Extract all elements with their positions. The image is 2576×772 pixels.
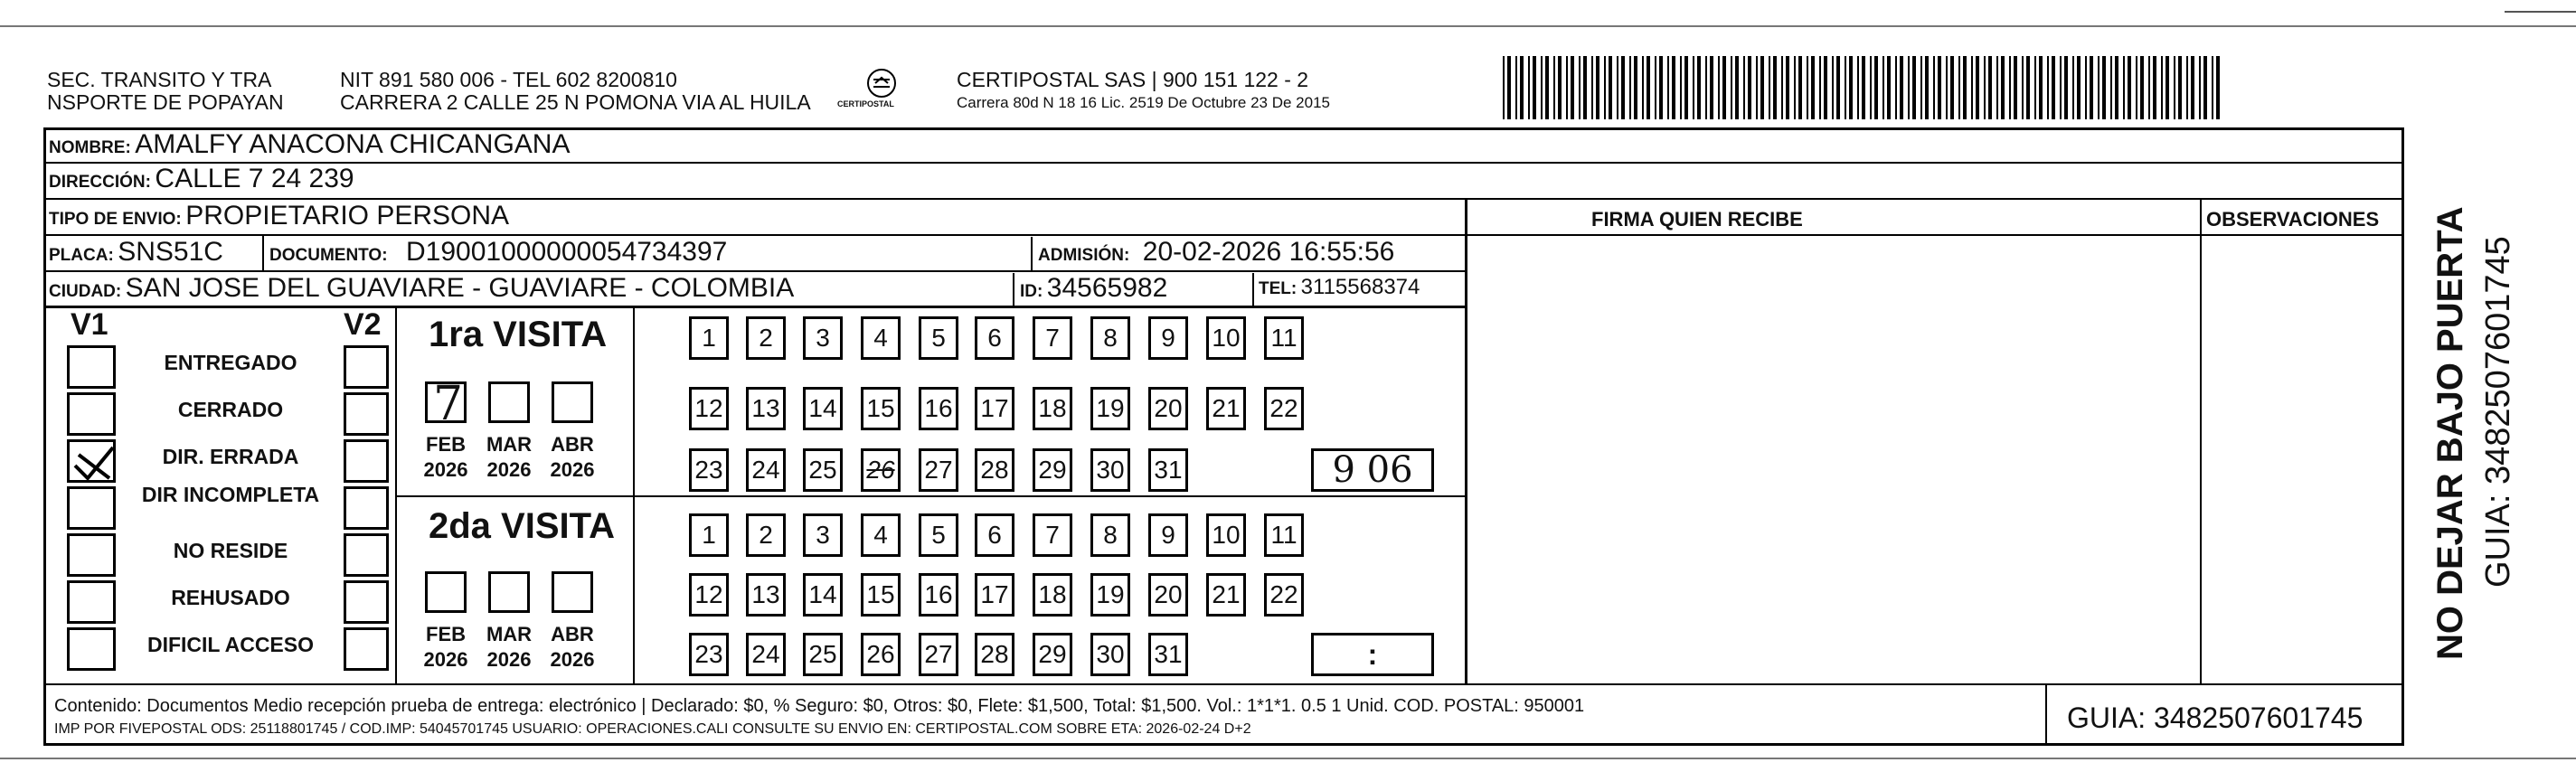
side-warning: NO DEJAR BAJO PUERTA bbox=[2430, 206, 2470, 660]
documento-value: D19001000000054734397 bbox=[406, 237, 728, 267]
day-checkbox[interactable]: 15 bbox=[861, 387, 901, 430]
admision-value: 20-02-2026 16:55:56 bbox=[1142, 237, 1395, 267]
day-checkbox[interactable]: 11 bbox=[1264, 316, 1304, 360]
v1-checkbox[interactable] bbox=[67, 533, 116, 577]
day-checkbox[interactable]: 10 bbox=[1206, 513, 1246, 557]
nit-line: NIT 891 580 006 - TEL 602 8200810 bbox=[340, 68, 677, 91]
day-checkbox[interactable]: 31 bbox=[1148, 448, 1188, 492]
v1-checkbox[interactable] bbox=[67, 580, 116, 624]
day-checkbox[interactable]: 19 bbox=[1090, 387, 1130, 430]
documento-label: DOCUMENTO: bbox=[269, 246, 388, 265]
day-checkbox[interactable]: 9 bbox=[1148, 316, 1188, 360]
day-checkbox[interactable]: 13 bbox=[746, 573, 786, 617]
day-checkbox[interactable]: 21 bbox=[1206, 387, 1246, 430]
day-checkbox[interactable]: 5 bbox=[919, 316, 958, 360]
day-checkbox[interactable]: 16 bbox=[919, 573, 958, 617]
year-label: 2026 bbox=[423, 458, 468, 481]
year-label: 2026 bbox=[486, 458, 532, 481]
placa-value: SNS51C bbox=[118, 237, 223, 267]
nombre-value: AMALFY ANACONA CHICANGANA bbox=[135, 129, 571, 159]
day-checkbox[interactable]: 3 bbox=[803, 316, 843, 360]
certipostal-logo bbox=[832, 67, 931, 110]
footer-guia: GUIA: 3482507601745 bbox=[2067, 701, 2364, 734]
v1-checkbox[interactable] bbox=[67, 486, 116, 530]
direccion-value: CALLE 7 24 239 bbox=[155, 164, 354, 193]
first-visit-time: 9 06 bbox=[1332, 449, 1413, 491]
day-checkbox[interactable]: 2 bbox=[746, 316, 786, 360]
v1-checkbox[interactable] bbox=[67, 345, 116, 389]
day-checkbox[interactable]: 17 bbox=[975, 387, 1014, 430]
day-checkbox[interactable]: 11 bbox=[1264, 513, 1304, 557]
day-checkbox[interactable]: 27 bbox=[919, 633, 958, 676]
day-checkbox[interactable]: 20 bbox=[1148, 573, 1188, 617]
month-checkbox[interactable] bbox=[552, 381, 593, 423]
day-checkbox[interactable]: 27 bbox=[919, 448, 958, 492]
day-checkbox[interactable]: 1 bbox=[689, 513, 729, 557]
day-checkbox[interactable]: 7 bbox=[1033, 513, 1072, 557]
company-line: CERTIPOSTAL SAS | 900 151 122 - 2 bbox=[957, 68, 1309, 91]
day-checkbox[interactable]: 17 bbox=[975, 573, 1014, 617]
v2-checkbox[interactable] bbox=[344, 533, 389, 577]
barcode bbox=[1503, 56, 2226, 119]
day-checkbox[interactable]: 4 bbox=[861, 513, 901, 557]
v2-checkbox[interactable] bbox=[344, 439, 389, 483]
day-checkbox[interactable]: 8 bbox=[1090, 316, 1130, 360]
status-label: DIFICIL ACCESO bbox=[146, 633, 314, 656]
v2-checkbox[interactable] bbox=[344, 392, 389, 436]
observaciones-label: OBSERVACIONES bbox=[2206, 208, 2380, 231]
direccion-row bbox=[49, 164, 354, 194]
footer-line-2: IMP POR FIVEPOSTAL ODS: 25118801745 / COD.IMP: 54045701745 USUARIO: OPERACIONES.CALI CONSULTE SU ENVIO EN: CERTIPOSTAL.COM SOBRE ETA: 2026-02-24 D+2 bbox=[54, 721, 1251, 737]
tipo-row bbox=[49, 201, 509, 231]
frame-bottom bbox=[43, 743, 2404, 746]
admision-row bbox=[1038, 237, 1394, 268]
day-checkbox[interactable]: 26 bbox=[861, 633, 901, 676]
signature-right-border bbox=[2200, 198, 2202, 683]
first-visit-time-box[interactable] bbox=[1311, 448, 1434, 492]
year-label: 2026 bbox=[550, 648, 595, 671]
rule-5 bbox=[43, 306, 1465, 308]
day-checkbox[interactable]: 7 bbox=[1033, 316, 1072, 360]
top-right-rule bbox=[2505, 11, 2576, 13]
day-checkbox[interactable]: 30 bbox=[1090, 633, 1130, 676]
day-checkbox[interactable]: 28 bbox=[975, 448, 1014, 492]
day-checkbox[interactable]: 16 bbox=[919, 387, 958, 430]
day-checkbox[interactable]: 9 bbox=[1148, 513, 1188, 557]
status-label: NO RESIDE bbox=[173, 539, 288, 562]
tipo-value: PROPIETARIO PERSONA bbox=[185, 201, 510, 231]
day-checkbox[interactable]: 12 bbox=[689, 573, 729, 617]
v1-checkbox[interactable] bbox=[67, 439, 116, 483]
day-checkbox[interactable]: 15 bbox=[861, 573, 901, 617]
v2-checkbox[interactable] bbox=[344, 627, 389, 671]
id-value: 34565982 bbox=[1046, 273, 1168, 303]
top-edge-rule bbox=[0, 25, 2576, 27]
day-checkbox[interactable]: 19 bbox=[1090, 573, 1130, 617]
first-visit-title: 1ra VISITA bbox=[429, 315, 608, 354]
year-label: 2026 bbox=[550, 458, 595, 481]
day-checkbox[interactable]: 22 bbox=[1264, 573, 1304, 617]
rule-1 bbox=[43, 162, 2403, 164]
documento-divider bbox=[1031, 237, 1033, 270]
v2-checkbox[interactable] bbox=[344, 486, 389, 530]
day-checkbox[interactable]: 22 bbox=[1264, 387, 1304, 430]
sender-line-2: NSPORTE DE POPAYAN bbox=[47, 90, 284, 114]
v1-checkbox[interactable] bbox=[67, 627, 116, 671]
month-label: FEB bbox=[426, 623, 466, 645]
v1-label: V1 bbox=[71, 307, 109, 342]
nombre-row bbox=[49, 129, 570, 160]
tipo-label: TIPO DE ENVIO: bbox=[49, 210, 182, 229]
day-checkbox[interactable]: 12 bbox=[689, 387, 729, 430]
day-checkbox[interactable]: 14 bbox=[803, 387, 843, 430]
month-label: ABR bbox=[551, 433, 594, 456]
v2-checkbox[interactable] bbox=[344, 580, 389, 624]
logo-text: CERTIPOSTAL bbox=[837, 99, 894, 108]
visit-divider bbox=[633, 306, 635, 683]
day-checkbox[interactable]: 14 bbox=[803, 573, 843, 617]
address-line: CARRERA 2 CALLE 25 N POMONA VIA AL HUILA bbox=[340, 90, 811, 114]
ciudad-label: CIUDAD: bbox=[49, 282, 122, 301]
month-checkbox[interactable] bbox=[425, 377, 467, 431]
ciudad-value: SAN JOSE DEL GUAVIARE - GUAVIARE - COLOMBIA bbox=[125, 273, 795, 303]
day-checkbox[interactable]: 8 bbox=[1090, 513, 1130, 557]
day-checkbox[interactable]: 26 bbox=[861, 448, 901, 492]
second-visit-time-box[interactable] bbox=[1311, 633, 1434, 676]
day-checkbox[interactable]: 4 bbox=[861, 316, 901, 360]
ciudad-row bbox=[49, 273, 794, 304]
day-checkbox[interactable]: 18 bbox=[1033, 387, 1072, 430]
v1-checkbox[interactable] bbox=[67, 392, 116, 436]
second-visit-time: : bbox=[1367, 638, 1378, 671]
placa-row bbox=[49, 237, 223, 268]
status-label: DIR INCOMPLETA bbox=[141, 483, 320, 506]
status-label: ENTREGADO bbox=[164, 351, 297, 374]
status-label: REHUSADO bbox=[171, 586, 290, 609]
day-checkbox[interactable]: 5 bbox=[919, 513, 958, 557]
visit-separator bbox=[395, 495, 1465, 497]
day-checkbox[interactable]: 24 bbox=[746, 448, 786, 492]
footer-guia-divider bbox=[2045, 683, 2047, 745]
firma-area[interactable] bbox=[1467, 237, 2198, 682]
month-label: FEB bbox=[426, 433, 466, 456]
id-row bbox=[1020, 273, 1167, 304]
day-checkbox[interactable]: 13 bbox=[746, 387, 786, 430]
tel-label: TEL: bbox=[1259, 279, 1297, 298]
day-checkbox[interactable]: 1 bbox=[689, 316, 729, 360]
bottom-edge-rule bbox=[0, 758, 2576, 759]
day-checkbox[interactable]: 2 bbox=[746, 513, 786, 557]
status-label: DIR. ERRADA bbox=[162, 445, 299, 468]
frame-left bbox=[43, 127, 46, 746]
rule-2 bbox=[43, 198, 2403, 200]
day-checkbox[interactable]: 25 bbox=[803, 633, 843, 676]
direccion-label: DIRECCIÓN: bbox=[49, 173, 151, 192]
observaciones-area[interactable] bbox=[2203, 237, 2400, 682]
v2-label: V2 bbox=[344, 307, 382, 342]
day-checkbox[interactable]: 6 bbox=[975, 316, 1014, 360]
firma-label: FIRMA QUIEN RECIBE bbox=[1591, 208, 1803, 231]
month-checkbox[interactable] bbox=[552, 571, 593, 613]
footer-line-1: Contenido: Documentos Medio recepción prueba de entrega: electrónico | Declarado: $0, % Seguro: $0, Otros: $0, Flete: $1,500, Total: $1,500. Vol.: 1*1*1. 0.5 1 Unid. COD. POSTAL: 950001 bbox=[54, 696, 1585, 716]
year-label: 2026 bbox=[423, 648, 468, 671]
month-handwritten-mark: 7 bbox=[433, 377, 464, 431]
placa-label: PLACA: bbox=[49, 246, 114, 265]
day-checkbox[interactable]: 21 bbox=[1206, 573, 1246, 617]
month-checkbox[interactable] bbox=[425, 571, 467, 613]
day-checkbox[interactable]: 30 bbox=[1090, 448, 1130, 492]
month-label: ABR bbox=[551, 623, 594, 645]
day-checkbox[interactable]: 28 bbox=[975, 633, 1014, 676]
placa-divider bbox=[262, 234, 264, 270]
status-label: CERRADO bbox=[177, 398, 284, 421]
month-label: MAR bbox=[486, 623, 533, 645]
day-checkbox[interactable]: 29 bbox=[1033, 633, 1072, 676]
id-divider bbox=[1252, 273, 1254, 306]
v2-checkbox[interactable] bbox=[344, 345, 389, 389]
rule-3 bbox=[43, 234, 2403, 236]
frame-right bbox=[2401, 127, 2404, 746]
day-checkbox[interactable]: 20 bbox=[1148, 387, 1188, 430]
month-checkbox[interactable] bbox=[488, 381, 530, 423]
ciudad-divider bbox=[1013, 273, 1014, 306]
month-checkbox[interactable] bbox=[488, 571, 530, 613]
id-label: ID: bbox=[1020, 282, 1043, 301]
tel-value: 3115568374 bbox=[1300, 275, 1420, 299]
status-divider bbox=[395, 306, 397, 683]
day-checkbox[interactable]: 25 bbox=[803, 448, 843, 492]
day-checkbox[interactable]: 6 bbox=[975, 513, 1014, 557]
day-checkbox[interactable]: 29 bbox=[1033, 448, 1072, 492]
day-checkbox[interactable]: 23 bbox=[689, 633, 729, 676]
tel-row bbox=[1259, 275, 1420, 300]
day-checkbox[interactable]: 18 bbox=[1033, 573, 1072, 617]
day-checkbox[interactable]: 24 bbox=[746, 633, 786, 676]
sender-line-1: SEC. TRANSITO Y TRA bbox=[47, 68, 272, 91]
documento-row bbox=[269, 237, 727, 268]
admision-label: ADMISIÓN: bbox=[1038, 246, 1130, 265]
nombre-label: NOMBRE: bbox=[49, 138, 131, 157]
side-guia: GUIA: 3482507601745 bbox=[2479, 236, 2517, 588]
day-checkbox[interactable]: 31 bbox=[1148, 633, 1188, 676]
rule-footer bbox=[43, 683, 2403, 685]
year-label: 2026 bbox=[486, 648, 532, 671]
check-mark-icon bbox=[70, 442, 118, 485]
rule-4 bbox=[43, 270, 1465, 272]
license-line: Carrera 80d N 18 16 Lic. 2519 De Octubre 23 De 2015 bbox=[957, 94, 1330, 111]
second-visit-title: 2da VISITA bbox=[429, 506, 615, 546]
day-checkbox[interactable]: 3 bbox=[803, 513, 843, 557]
day-checkbox[interactable]: 10 bbox=[1206, 316, 1246, 360]
day-checkbox[interactable]: 23 bbox=[689, 448, 729, 492]
month-label: MAR bbox=[486, 433, 533, 456]
